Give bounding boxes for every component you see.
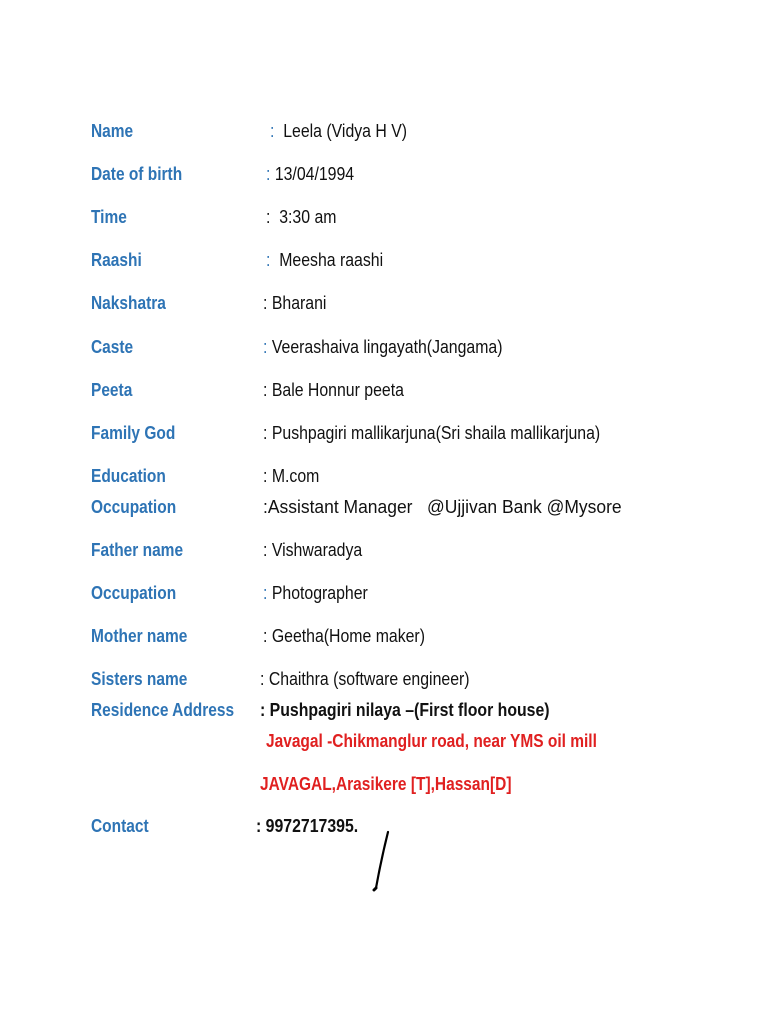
field-value-text: Chaithra (software engineer) [264,669,470,689]
field-colon: : [263,466,268,486]
field-nakshatra [0,289,768,317]
pen-stroke-mark [368,828,392,894]
field-value-text: 13/04/1994 [270,164,355,184]
field-colon: : [256,816,262,836]
field-colon: : [266,164,271,184]
field-value-text: Pushpagiri mallikarjuna(Sri shaila mallikarjuna) [267,423,601,443]
field-occupation [0,493,768,521]
field-value [263,462,319,490]
field-colon: : [263,497,268,517]
field-value-text: Veerashaiva lingayath(Jangama) [267,337,503,357]
field-colon: : [266,250,271,270]
field-colon: : [270,121,275,141]
field-label: Nakshatra [91,293,166,313]
field-family-god [0,419,768,447]
field-value [263,333,503,361]
field-value-text: Pushpagiri nilaya –(First floor house) [265,700,550,720]
field-caste [0,333,768,361]
field-value [266,203,336,231]
field-value-text: Leela (Vidya H V) [274,121,408,141]
field-label: Date of birth [91,164,183,184]
field-value [260,696,550,724]
field-label: Residence Address [91,700,235,720]
field-value-text: Vishwaradya [267,540,363,560]
field-label: Contact [91,816,149,836]
field-value [266,246,383,274]
field-value [263,289,326,317]
field-residence-address [0,696,768,724]
field-value-text: Geetha(Home maker) [267,626,425,646]
field-time [0,203,768,231]
field-value-text: M.com [267,466,320,486]
field-colon: : [263,380,268,400]
field-colon: : [260,669,265,689]
field-value [263,579,368,607]
field-colon: : [260,700,266,720]
field-peeta [0,376,768,404]
field-label: Name [91,121,134,141]
field-label: Caste [91,337,134,357]
field-father-name [0,536,768,564]
field-raashi [0,246,768,274]
field-value [263,376,404,404]
field-label: Mother name [91,626,188,646]
address-line-1: Javagal -Chikmanglur road, near YMS oil mill [266,731,597,751]
field-value [263,419,600,447]
field-value-text: Photographer [267,583,368,603]
field-colon: : [263,337,268,357]
field-value [270,117,407,145]
field-label: Raashi [91,250,142,270]
field-label: Occupation [91,583,177,603]
field-value-text: Assistant Manager @Ujjivan Bank @Mysore [267,497,622,517]
field-value [263,493,622,521]
field-value [256,812,358,840]
field-value-text: Bale Honnur peeta [267,380,404,400]
field-colon: : [263,540,268,560]
field-father-occupation [0,579,768,607]
field-value-text: 3:30 am [270,207,337,227]
field-colon: : [263,626,268,646]
field-mother-name [0,622,768,650]
field-value [266,160,354,188]
address-line-2: JAVAGAL,Arasikere [T],Hassan[D] [260,774,512,794]
field-label: Education [91,466,166,486]
field-colon: : [263,423,268,443]
field-value [260,665,470,693]
field-label: Family God [91,423,176,443]
field-label: Peeta [91,380,133,400]
field-name [0,117,768,145]
field-value-text: Meesha raashi [270,250,384,270]
field-value-text: Bharani [267,293,327,313]
field-label: Time [91,207,127,227]
field-education [0,462,768,490]
field-sisters-name [0,665,768,693]
field-label: Father name [91,540,184,560]
field-colon: : [263,293,268,313]
field-label: Occupation [91,497,177,517]
field-value-text: 9972717395. [261,816,359,836]
field-label: Sisters name [91,669,188,689]
field-value [263,622,425,650]
field-value [263,536,362,564]
field-colon: : [263,583,268,603]
field-colon: : [266,207,271,227]
field-date-of-birth [0,160,768,188]
